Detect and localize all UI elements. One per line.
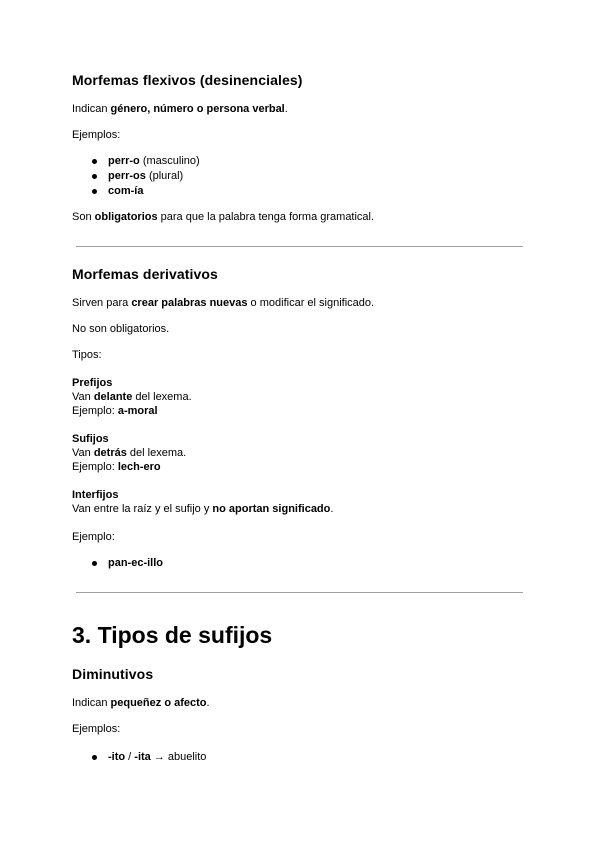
derivativos-intro: Sirven para crear palabras nuevas o modificar el significado. bbox=[72, 297, 375, 309]
derivativos-not-required: No son obligatorios. bbox=[72, 323, 170, 335]
flexivos-examples-label: Ejemplos: bbox=[72, 129, 121, 141]
sufijos-line: Van detrás del lexema. bbox=[72, 447, 187, 459]
flexivos-examples-list bbox=[72, 154, 200, 199]
list-item: -ito / -ita → abuelito bbox=[72, 750, 206, 765]
divider bbox=[76, 592, 523, 593]
list-item: com-ía bbox=[72, 184, 200, 199]
sufijos-example: Ejemplo: lech-ero bbox=[72, 461, 161, 473]
derivativos-example-label: Ejemplo: bbox=[72, 531, 115, 543]
list-item: pan-ec-illo bbox=[72, 556, 163, 571]
derivativos-types-label: Tipos: bbox=[72, 349, 102, 361]
interfijos-block bbox=[72, 488, 333, 516]
diminutivos-intro: Indican pequeñez o afecto. bbox=[72, 697, 210, 709]
prefijos-example: Ejemplo: a-moral bbox=[72, 405, 158, 417]
diminutivos-examples-list bbox=[72, 750, 206, 765]
divider bbox=[76, 246, 523, 247]
prefijos-block bbox=[72, 376, 192, 418]
sufijos-block bbox=[72, 432, 186, 474]
flexivos-intro: Indican género, número o persona verbal. bbox=[72, 103, 288, 115]
heading-diminutivos: Diminutivos bbox=[72, 666, 154, 682]
prefijos-title: Prefijos bbox=[72, 377, 113, 389]
flexivos-closing: Son obligatorios para que la palabra tenga forma gramatical. bbox=[72, 211, 375, 223]
list-item: perr-os (plural) bbox=[72, 169, 200, 184]
interfijos-line: Van entre la raíz y el sufijo y no aportan significado. bbox=[72, 503, 334, 515]
section-title-tipos-de-sufijos: 3. Tipos de sufijos bbox=[72, 622, 273, 648]
heading-morfemas-derivativos: Morfemas derivativos bbox=[72, 266, 218, 282]
prefijos-line: Van delante del lexema. bbox=[72, 391, 192, 403]
list-item: perr-o (masculino) bbox=[72, 154, 200, 169]
derivativos-example-list bbox=[72, 556, 163, 571]
heading-morfemas-flexivos: Morfemas flexivos (desinenciales) bbox=[72, 72, 303, 88]
sufijos-title: Sufijos bbox=[72, 433, 109, 445]
interfijos-title: Interfijos bbox=[72, 489, 119, 501]
diminutivos-examples-label: Ejemplos: bbox=[72, 723, 121, 735]
